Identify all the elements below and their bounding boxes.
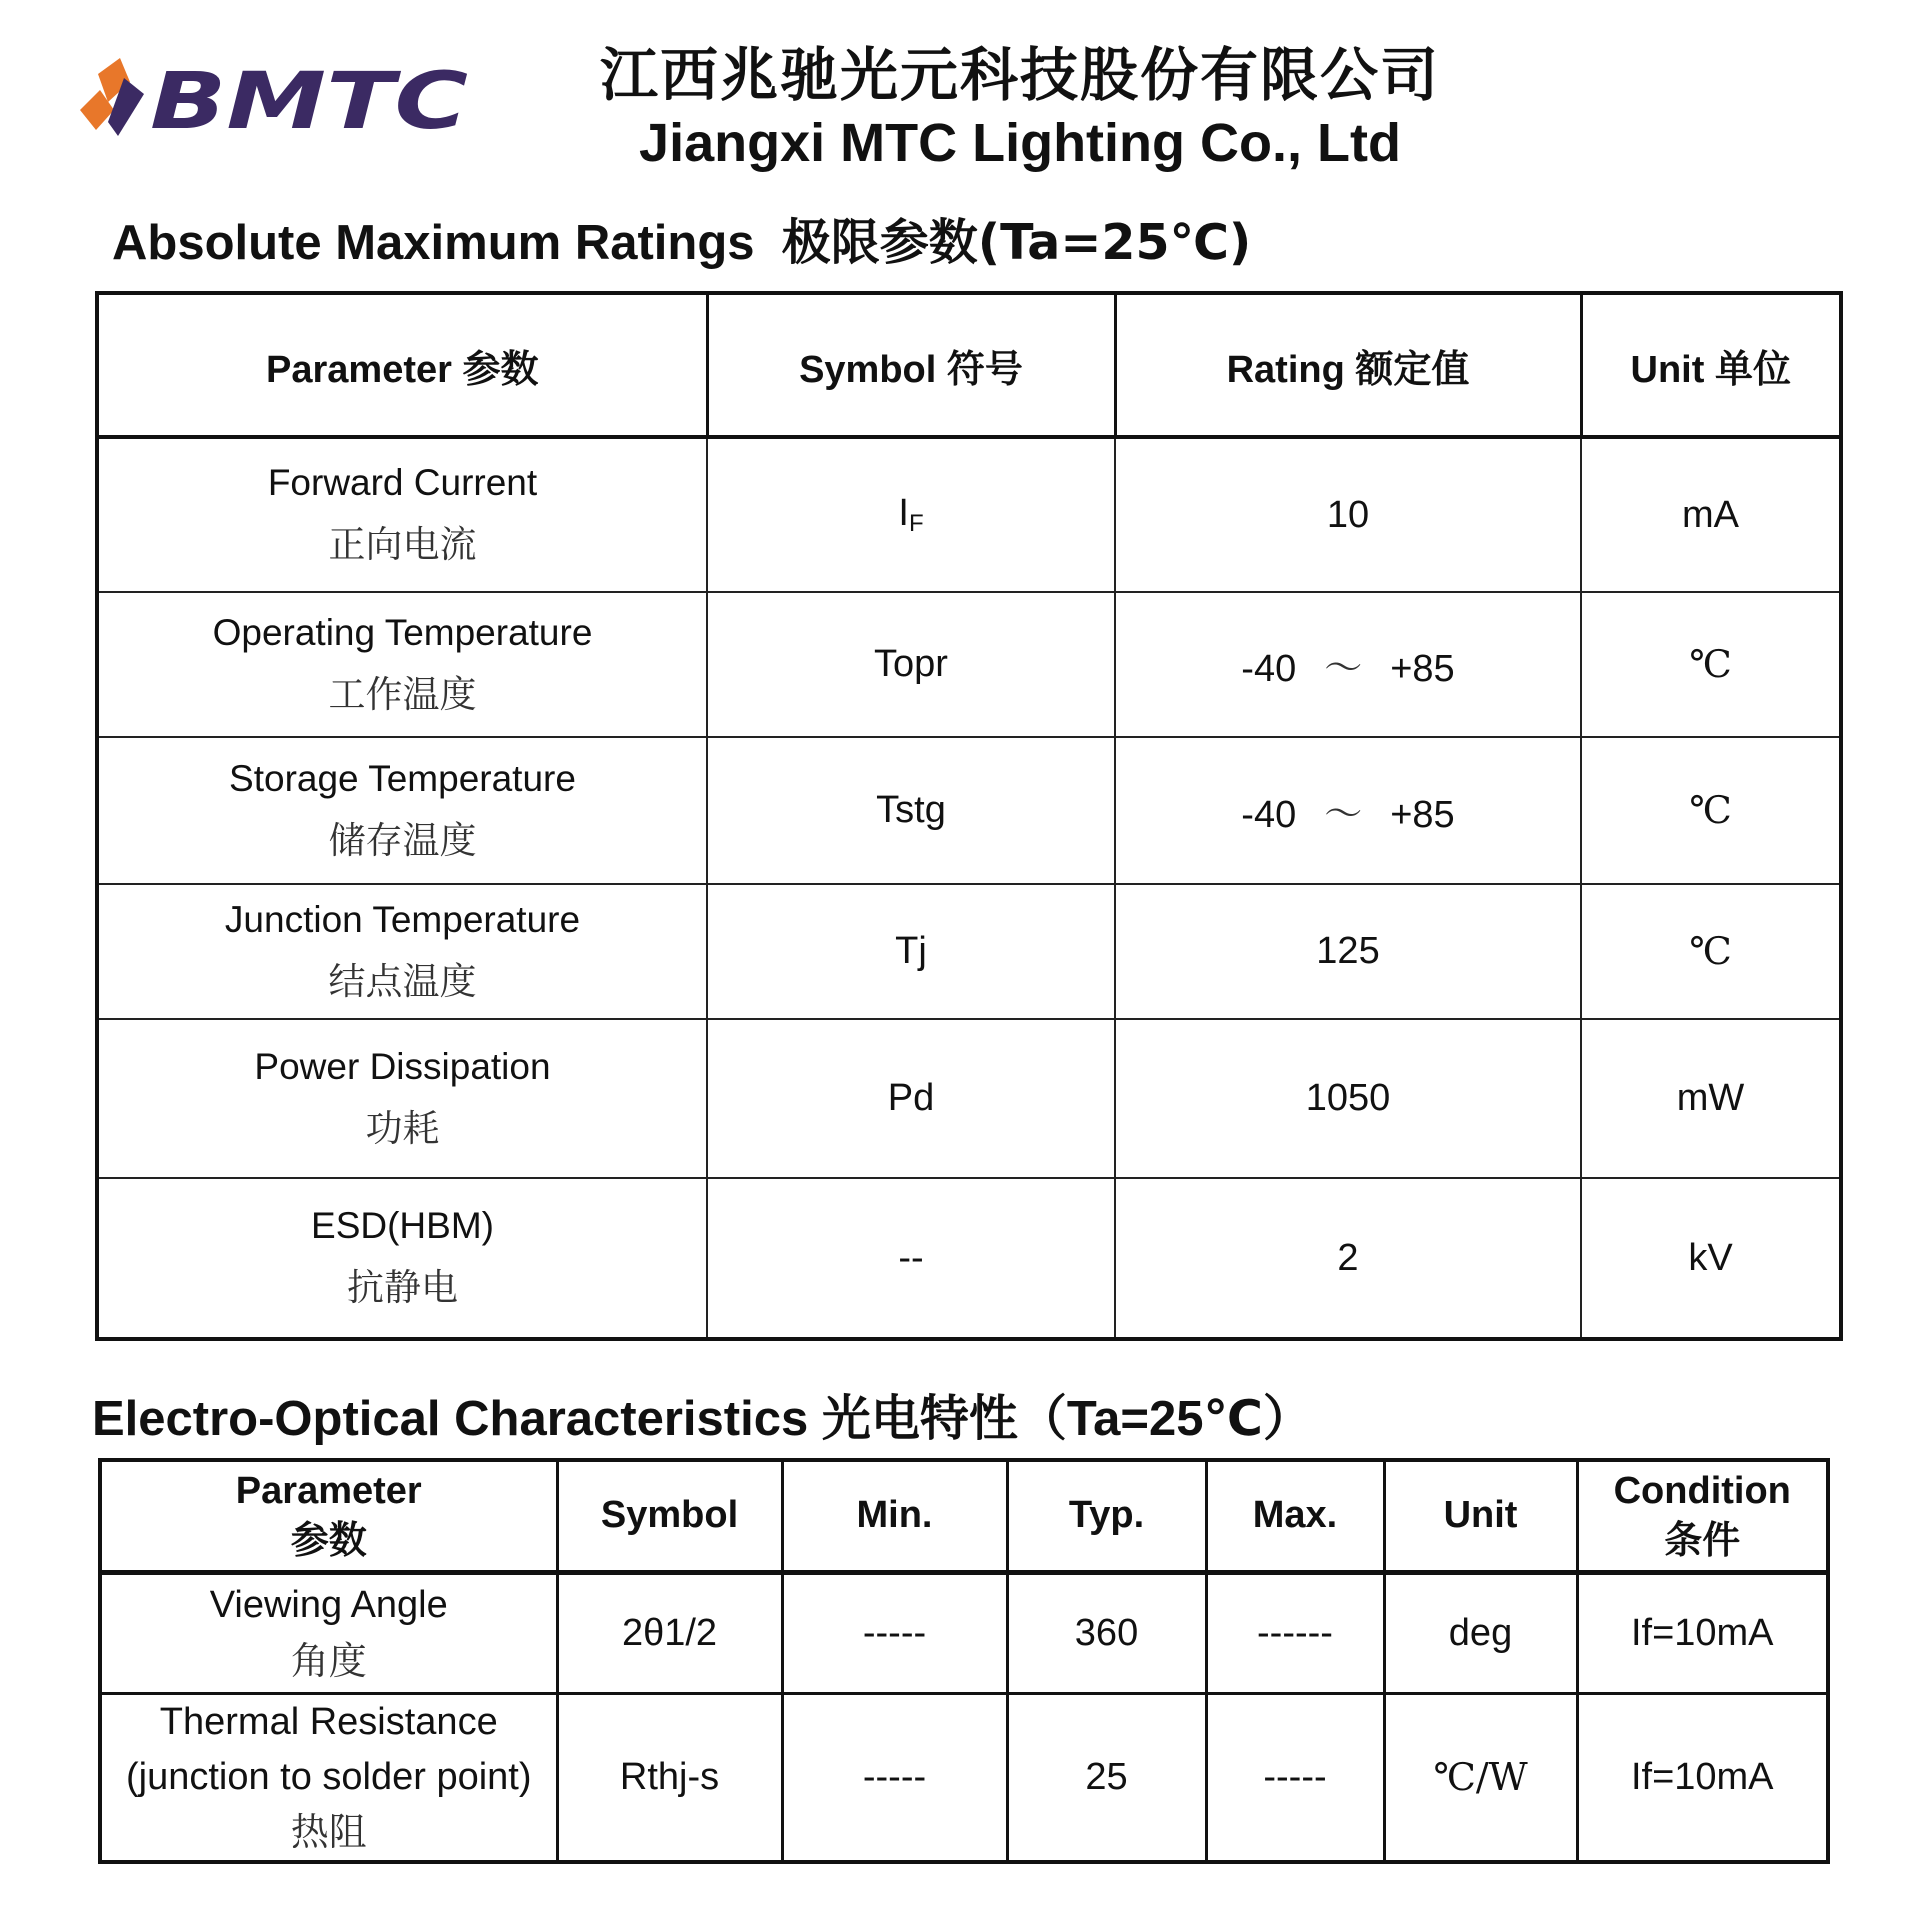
table-row bbox=[97, 884, 1841, 1019]
max-cell: ------ bbox=[1206, 1573, 1384, 1694]
rating-cell: 2 bbox=[1115, 1178, 1581, 1339]
param-cell: Viewing Angle 角度 bbox=[100, 1573, 557, 1694]
param-cell: Power Dissipation 功耗 bbox=[97, 1019, 707, 1178]
table-header-row bbox=[100, 1460, 1828, 1573]
unit-cell: mA bbox=[1581, 437, 1841, 592]
table-header-row bbox=[97, 293, 1841, 437]
rating-cell: -40 ～ +85 bbox=[1115, 592, 1581, 737]
unit-cell: ℃ bbox=[1581, 592, 1841, 737]
header-parameter: Parameter 参数 bbox=[100, 1460, 557, 1573]
unit-cell: ℃ bbox=[1581, 737, 1841, 884]
header-symbol: Symbol bbox=[557, 1460, 782, 1573]
condition-cell: If=10mA bbox=[1577, 1694, 1828, 1863]
rating-cell: 10 bbox=[1115, 437, 1581, 592]
table-row bbox=[100, 1694, 1828, 1863]
table-row bbox=[97, 1019, 1841, 1178]
param-cell: Operating Temperature 工作温度 bbox=[97, 592, 707, 737]
param-cell: Thermal Resistance (junction to solder point) 热阻 bbox=[100, 1694, 557, 1863]
header-symbol: Symbol 符号 bbox=[707, 293, 1115, 437]
symbol-cell: Rthj-s bbox=[557, 1694, 782, 1863]
symbol-cell: $I_F$ bbox=[707, 437, 1115, 592]
bmtc-logo-mark-icon bbox=[78, 52, 478, 152]
unit-cell: ℃ bbox=[1581, 884, 1841, 1019]
logo-text: BMTC bbox=[150, 57, 468, 147]
table-row bbox=[100, 1573, 1828, 1694]
table-row bbox=[97, 737, 1841, 884]
amr-section-title bbox=[112, 204, 1251, 274]
symbol-cell: Tstg bbox=[707, 737, 1115, 884]
unit-cell: ℃/W bbox=[1384, 1694, 1577, 1863]
rating-cell: 125 bbox=[1115, 884, 1581, 1019]
typ-cell: 25 bbox=[1007, 1694, 1206, 1863]
min-cell: ----- bbox=[782, 1573, 1007, 1694]
symbol-cell: -- bbox=[707, 1178, 1115, 1339]
symbol-cell: Pd bbox=[707, 1019, 1115, 1178]
param-cell: ESD(HBM) 抗静电 bbox=[97, 1178, 707, 1339]
electro-optical-characteristics-table bbox=[98, 1458, 1830, 1864]
symbol-cell: 2θ1/2 bbox=[557, 1573, 782, 1694]
header-unit: Unit 单位 bbox=[1581, 293, 1841, 437]
header-parameter: Parameter 参数 bbox=[97, 293, 707, 437]
param-cell: Forward Current 正向电流 bbox=[97, 437, 707, 592]
absolute-maximum-ratings-table bbox=[95, 291, 1843, 1341]
eoc-section-title: Electro-Optical Characteristics 光电特性（Ta=25℃） bbox=[92, 1392, 1312, 1446]
header-unit: Unit bbox=[1384, 1460, 1577, 1573]
amr-title-cn: 极限参数(Ta=25℃) bbox=[781, 214, 1252, 271]
condition-cell: If=10mA bbox=[1577, 1573, 1828, 1694]
company-name-en: Jiangxi MTC Lighting Co., Ltd bbox=[639, 113, 1401, 173]
param-cell: Junction Temperature 结点温度 bbox=[97, 884, 707, 1019]
symbol-cell: Topr bbox=[707, 592, 1115, 737]
typ-cell: 360 bbox=[1007, 1573, 1206, 1694]
param-cell: Storage Temperature 储存温度 bbox=[97, 737, 707, 884]
header-rating: Rating 额定值 bbox=[1115, 293, 1581, 437]
table-row bbox=[97, 592, 1841, 737]
rating-cell: -40 ～ +85 bbox=[1115, 737, 1581, 884]
amr-title-en: Absolute Maximum Ratings bbox=[112, 216, 755, 270]
header-typ: Typ. bbox=[1007, 1460, 1206, 1573]
table-row bbox=[97, 1178, 1841, 1339]
rating-cell: 1050 bbox=[1115, 1019, 1581, 1178]
company-logo bbox=[78, 52, 478, 152]
max-cell: ----- bbox=[1206, 1694, 1384, 1863]
table-row bbox=[97, 437, 1841, 592]
unit-cell: deg bbox=[1384, 1573, 1577, 1694]
min-cell: ----- bbox=[782, 1694, 1007, 1863]
header-min: Min. bbox=[782, 1460, 1007, 1573]
symbol-cell: Tj bbox=[707, 884, 1115, 1019]
unit-cell: mW bbox=[1581, 1019, 1841, 1178]
header-condition: Condition 条件 bbox=[1577, 1460, 1828, 1573]
company-name-cn: 江西兆驰光元科技股份有限公司 bbox=[599, 41, 1440, 109]
header-max: Max. bbox=[1206, 1460, 1384, 1573]
unit-cell: kV bbox=[1581, 1178, 1841, 1339]
